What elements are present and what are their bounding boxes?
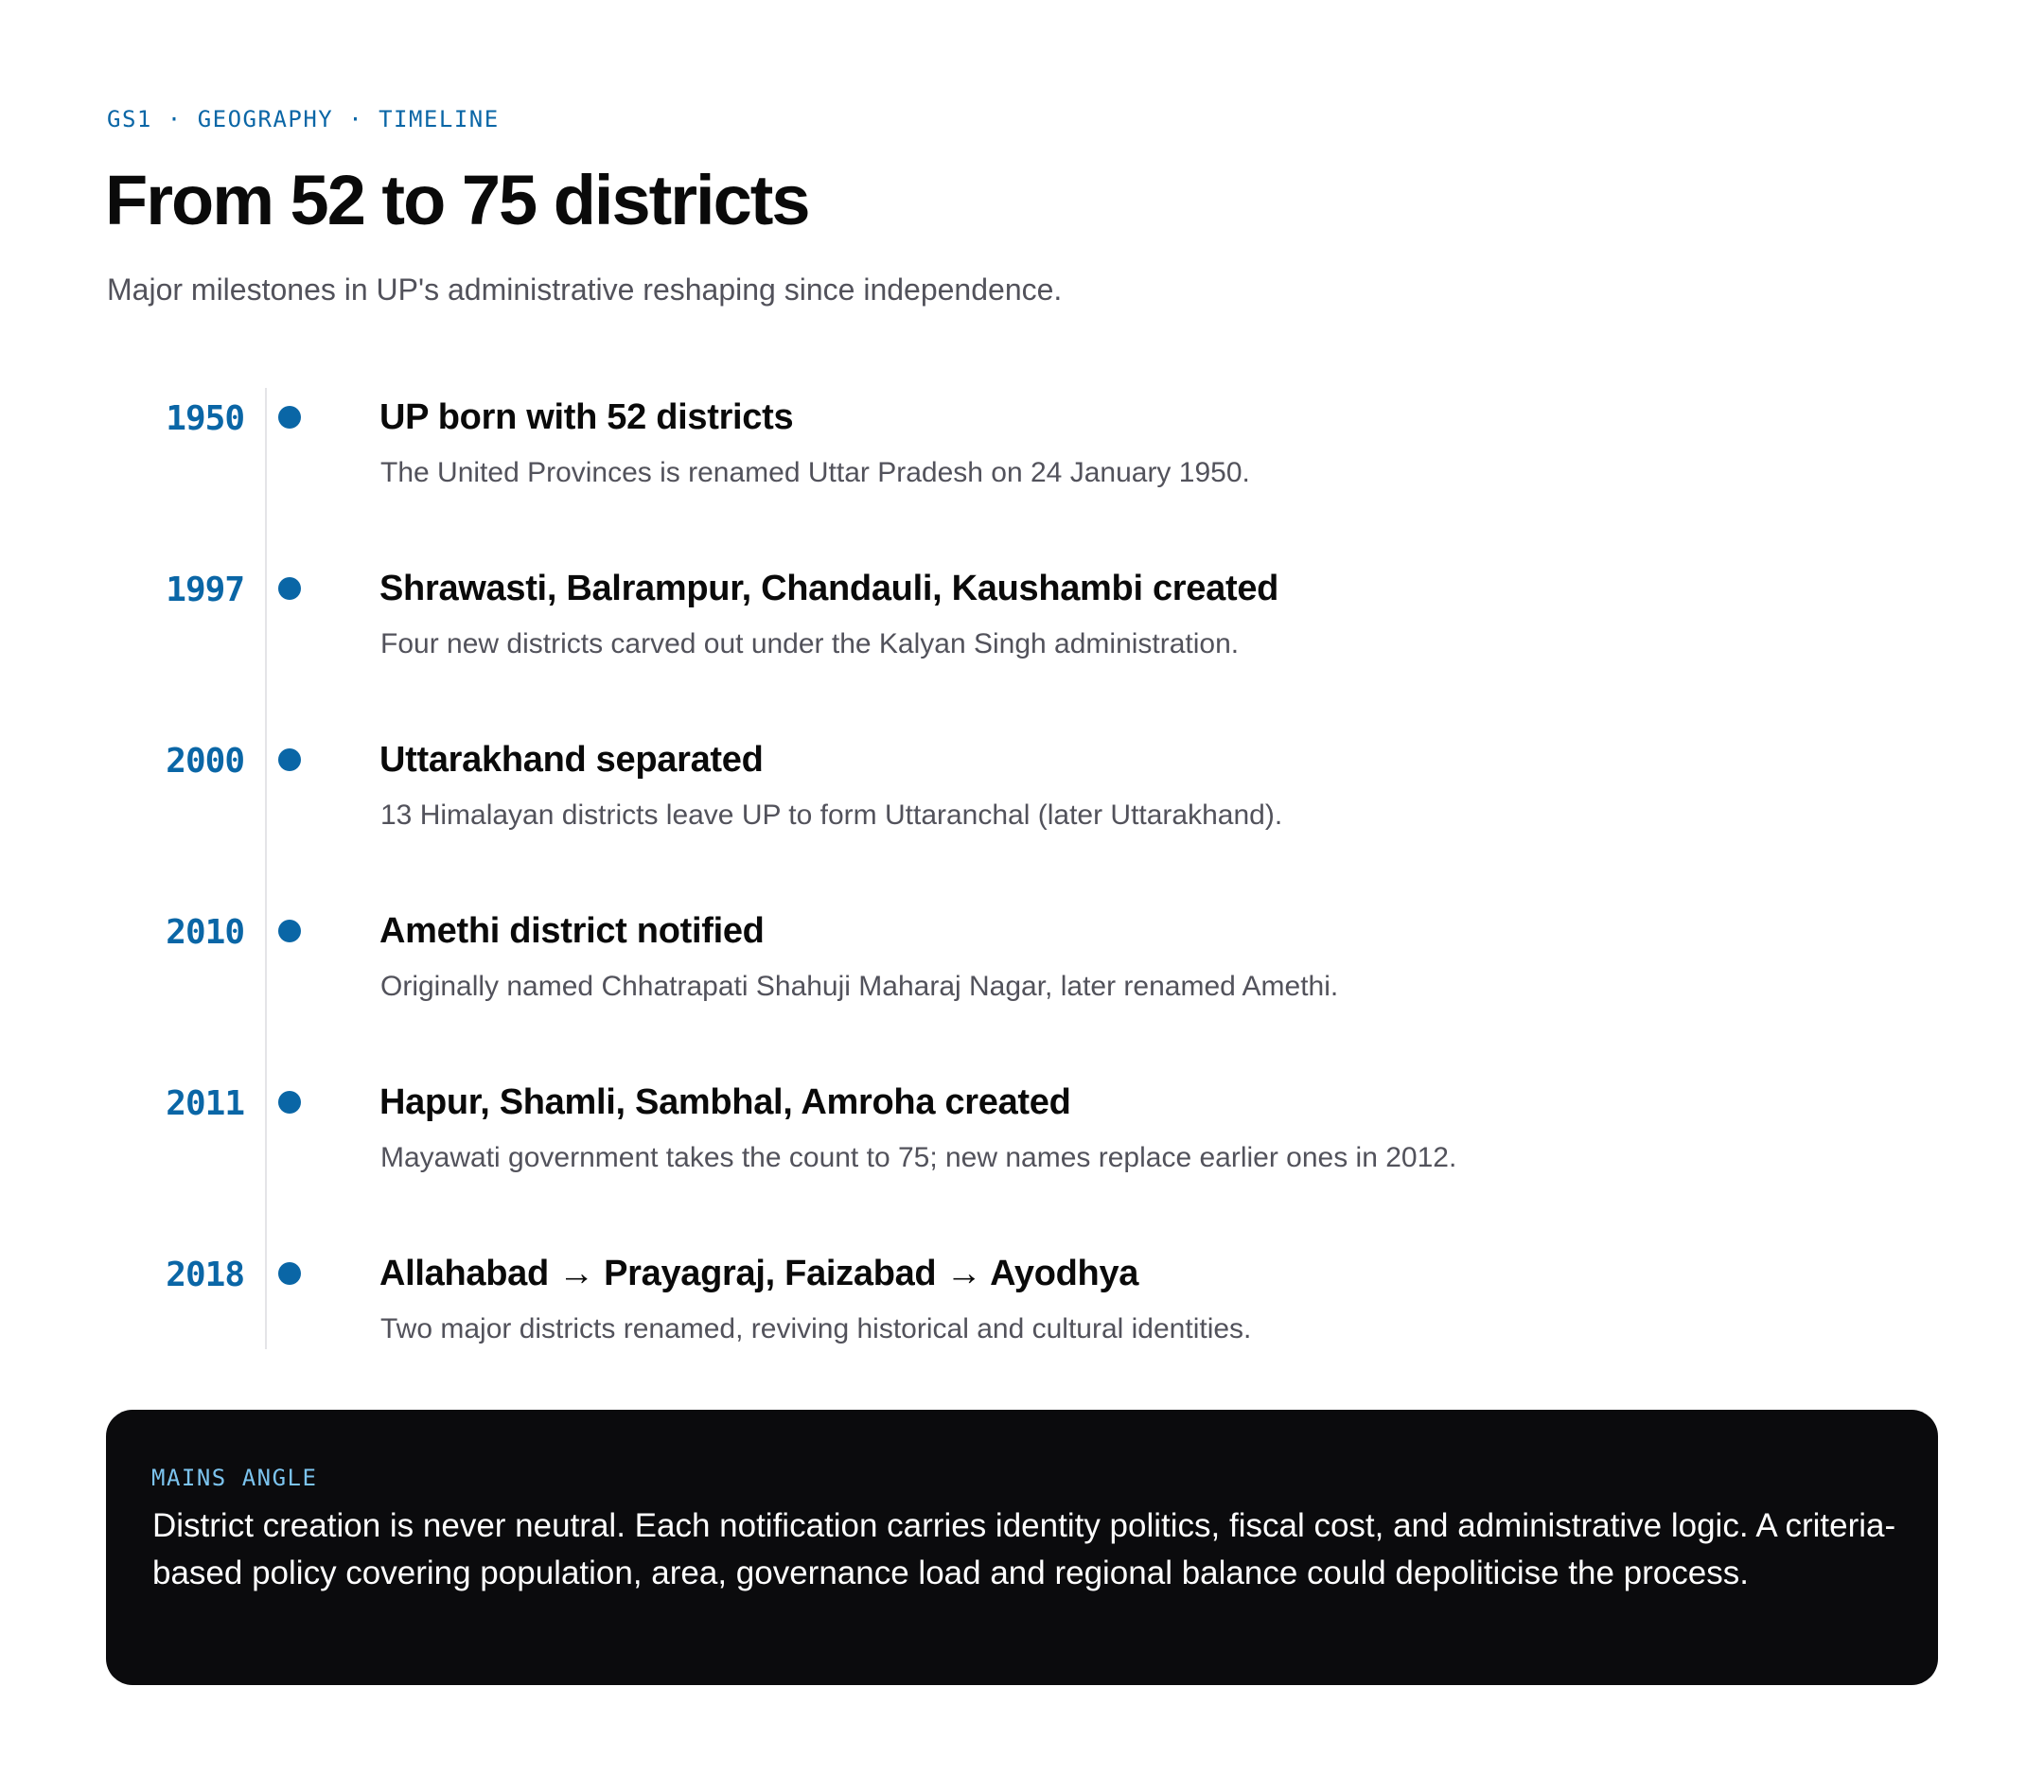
timeline-dot-icon bbox=[278, 1091, 301, 1114]
callout-label: MAINS ANGLE bbox=[151, 1465, 318, 1491]
timeline-description: The United Provinces is renamed Uttar Pradesh on 24 January 1950. bbox=[380, 457, 1250, 488]
timeline-item bbox=[0, 911, 2044, 1085]
timeline-description: Two major districts renamed, reviving historical and cultural identities. bbox=[380, 1313, 1252, 1344]
timeline-item bbox=[0, 740, 2044, 914]
timeline-year: 2000 bbox=[166, 742, 244, 781]
timeline-description: 13 Himalayan districts leave UP to form Uttaranchal (later Uttarakhand). bbox=[380, 799, 1283, 831]
mains-angle-callout bbox=[106, 1410, 1938, 1685]
callout-body: District creation is never neutral. Each notification carries identity politics, fiscal cost, and administrative logic. A criteria-based policy covering population, area, governance load and regional balance could depoliticise the process. bbox=[152, 1507, 1896, 1591]
timeline-item bbox=[0, 571, 2044, 743]
timeline-dot-icon bbox=[278, 577, 301, 600]
timeline-year: 2018 bbox=[166, 1256, 244, 1294]
timeline-year: 2010 bbox=[166, 913, 244, 952]
timeline-description: Four new districts carved out under the Kalyan Singh administration. bbox=[380, 628, 1240, 659]
timeline-heading: Shrawasti, Balrampur, Chandauli, Kaushambi created bbox=[379, 569, 1279, 608]
page-title: From 52 to 75 districts bbox=[105, 161, 809, 239]
timeline-year: 2011 bbox=[166, 1084, 244, 1123]
timeline-heading: Hapur, Shamli, Sambhal, Amroha created bbox=[379, 1082, 1071, 1122]
section-eyebrow: GS1 · GEOGRAPHY · TIMELINE bbox=[107, 106, 500, 132]
timeline-heading: UP born with 52 districts bbox=[379, 397, 794, 437]
timeline-dot-icon bbox=[278, 748, 301, 771]
timeline-item bbox=[0, 1256, 2044, 1428]
timeline-heading: Amethi district notified bbox=[379, 911, 765, 951]
timeline-year: 1997 bbox=[166, 571, 244, 609]
page-subtitle: Major milestones in UP's administrative reshaping since independence. bbox=[107, 272, 1063, 307]
timeline-description: Originally named Chhatrapati Shahuji Maharaj Nagar, later renamed Amethi. bbox=[380, 971, 1339, 1002]
timeline-dot-icon bbox=[278, 1262, 301, 1285]
timeline-item bbox=[0, 1082, 2044, 1256]
timeline-year: 1950 bbox=[166, 399, 244, 438]
timeline-dot-icon bbox=[278, 920, 301, 942]
timeline-heading: Uttarakhand separated bbox=[379, 740, 764, 780]
timeline-item bbox=[0, 397, 2044, 571]
timeline-heading: Allahabad → Prayagraj, Faizabad → Ayodhya bbox=[379, 1254, 1139, 1293]
timeline-dot-icon bbox=[278, 406, 301, 429]
timeline-description: Mayawati government takes the count to 75; new names replace earlier ones in 2012. bbox=[380, 1142, 1457, 1173]
